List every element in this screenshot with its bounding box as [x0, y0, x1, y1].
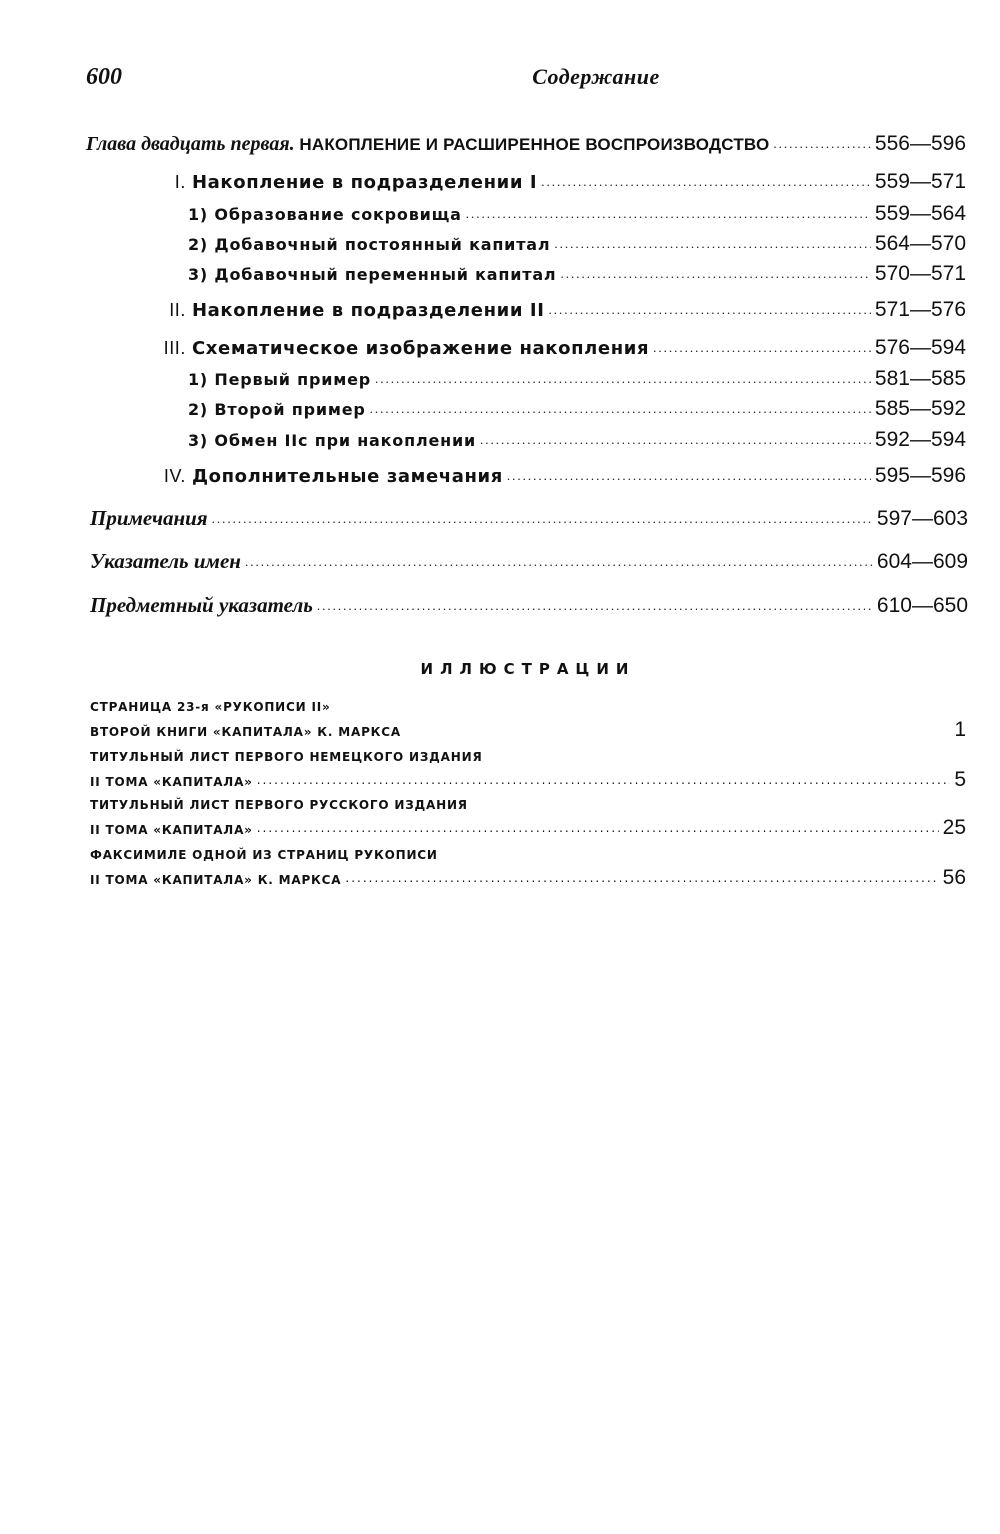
- running-head: [86, 64, 966, 96]
- subsection-title: Обмен IIc при накоплении: [214, 431, 477, 450]
- section-label: [140, 338, 649, 359]
- subsection-pages: 592—594: [874, 428, 966, 451]
- toc-section: [140, 168, 966, 194]
- dot-leader: [212, 505, 873, 525]
- subsection-label: [188, 235, 550, 254]
- illustration-title-line1: ФАКСИМИЛЕ ОДНОЙ ИЗ СТРАНИЦ РУКОПИСИ: [90, 848, 438, 862]
- subsection-number: 1): [188, 370, 209, 389]
- dot-leader: [507, 462, 871, 482]
- subsection-number: 1): [188, 205, 209, 224]
- illustration-entry: [90, 750, 966, 792]
- toc-section: [140, 462, 966, 488]
- illustration-title-line2: ВТОРОЙ КНИГИ «КАПИТАЛА» К. МАРКСА: [90, 725, 401, 739]
- subsection-number: 2): [188, 400, 209, 419]
- illustration-title-line1: ТИТУЛЬНЫЙ ЛИСТ ПЕРВОГО РУССКОГО ИЗДАНИЯ: [90, 798, 468, 812]
- illustration-title-line1: ТИТУЛЬНЫЙ ЛИСТ ПЕРВОГО НЕМЕЦКОГО ИЗДАНИЯ: [90, 750, 483, 764]
- page-number: 600: [86, 64, 122, 90]
- dot-leader: [554, 233, 871, 250]
- toc-chapter-21: [86, 130, 966, 156]
- notes-pages: 597—603: [876, 507, 968, 530]
- subsection-pages: 585—592: [874, 397, 966, 420]
- dot-leader: [480, 429, 871, 446]
- illustration-title-line2: II ТОМА «КАПИТАЛА» К. МАРКСА: [90, 873, 342, 887]
- dot-leader: [560, 263, 870, 280]
- toc-subsection: [188, 262, 966, 286]
- section-number: I.: [174, 172, 186, 192]
- running-title: Содержание: [532, 64, 660, 89]
- dot-leader: [549, 296, 871, 316]
- section-number: III.: [163, 338, 186, 358]
- section-pages: 559—571: [874, 170, 966, 193]
- illustration-title-line2-row: [90, 718, 966, 742]
- subsection-title: Образование сокровища: [214, 205, 462, 224]
- dot-leader: [466, 203, 871, 220]
- toc-name-index: [90, 548, 968, 574]
- illustration-title-line2: II ТОМА «КАПИТАЛА»: [90, 775, 253, 789]
- subsection-title: Первый пример: [214, 370, 371, 389]
- subsection-label: [188, 265, 556, 284]
- illustration-title-line2-row: [90, 768, 966, 792]
- illustration-page: 56: [942, 866, 966, 889]
- dot-leader: [370, 398, 871, 415]
- dot-leader: [653, 334, 871, 354]
- section-number: IV.: [163, 466, 186, 486]
- section-title: Схематическое изображение накопления: [192, 338, 650, 359]
- subsection-label: [188, 431, 476, 450]
- section-number: II.: [169, 300, 186, 320]
- subsection-pages: 581—585: [874, 367, 966, 390]
- chapter-title: НАКОПЛЕНИЕ И РАСШИРЕННОЕ ВОСПРОИЗВОДСТВО: [299, 135, 770, 154]
- subsection-title: Добавочный постоянный капитал: [214, 235, 551, 254]
- toc-section: [140, 296, 966, 322]
- illustration-entry: [90, 700, 966, 742]
- dot-leader: [405, 720, 950, 736]
- illustration-entry: [90, 848, 966, 890]
- section-title: Дополнительные замечания: [192, 466, 503, 487]
- chapter-label: [86, 133, 769, 156]
- illustration-page: 1: [954, 718, 966, 741]
- subsection-number: 2): [188, 235, 209, 254]
- subsection-pages: 570—571: [874, 262, 966, 285]
- section-label: [140, 466, 503, 487]
- dot-leader: [345, 868, 938, 884]
- section-label: [140, 172, 537, 193]
- illustrations-heading: ИЛЛЮСТРАЦИИ: [420, 660, 636, 678]
- subsection-title: Добавочный переменный капитал: [214, 265, 557, 284]
- chapter-number: Глава двадцать первая.: [86, 133, 295, 155]
- toc-subsection: [188, 397, 966, 421]
- dot-leader: [375, 368, 871, 385]
- toc-subject-index: [90, 592, 968, 618]
- subsection-pages: 559—564: [874, 202, 966, 225]
- illustration-title-line2: II ТОМА «КАПИТАЛА»: [90, 823, 253, 837]
- subsection-pages: 564—570: [874, 232, 966, 255]
- toc-subsection: [188, 232, 966, 256]
- subsection-number: 3): [188, 265, 209, 284]
- notes-label: Примечания: [90, 506, 208, 530]
- name-index-label: Указатель имен: [90, 549, 241, 573]
- dot-leader: [541, 168, 871, 188]
- toc-notes: [90, 505, 968, 531]
- subsection-label: [188, 400, 366, 419]
- dot-leader: [317, 592, 873, 612]
- dot-leader: [773, 130, 871, 150]
- subsection-title: Второй пример: [214, 400, 366, 419]
- illustration-page: 5: [954, 768, 966, 791]
- name-index-pages: 604—609: [876, 550, 968, 573]
- section-pages: 576—594: [874, 336, 966, 359]
- toc-subsection: [188, 202, 966, 226]
- toc-subsection: [188, 428, 966, 452]
- toc-subsection: [188, 367, 966, 391]
- subsection-label: [188, 205, 462, 224]
- toc-section: [140, 334, 966, 360]
- section-title: Накопление в подразделении II: [192, 300, 545, 321]
- illustration-entry: [90, 798, 966, 840]
- illustration-title-line1: СТРАНИЦА 23-я «РУКОПИСИ II»: [90, 700, 331, 714]
- dot-leader: [257, 818, 939, 834]
- subsection-number: 3): [188, 431, 209, 450]
- dot-leader: [257, 770, 951, 786]
- dot-leader: [245, 548, 873, 568]
- illustration-page: 25: [942, 816, 966, 839]
- subject-index-label: Предметный указатель: [90, 593, 313, 617]
- chapter-pages: 556—596: [874, 132, 966, 155]
- section-pages: 571—576: [874, 298, 966, 321]
- subsection-label: [188, 370, 371, 389]
- subject-index-pages: 610—650: [876, 594, 968, 617]
- section-pages: 595—596: [874, 464, 966, 487]
- section-title: Накопление в подразделении I: [192, 172, 538, 193]
- illustration-title-line2-row: [90, 866, 966, 890]
- illustration-title-line2-row: [90, 816, 966, 840]
- section-label: [140, 300, 545, 321]
